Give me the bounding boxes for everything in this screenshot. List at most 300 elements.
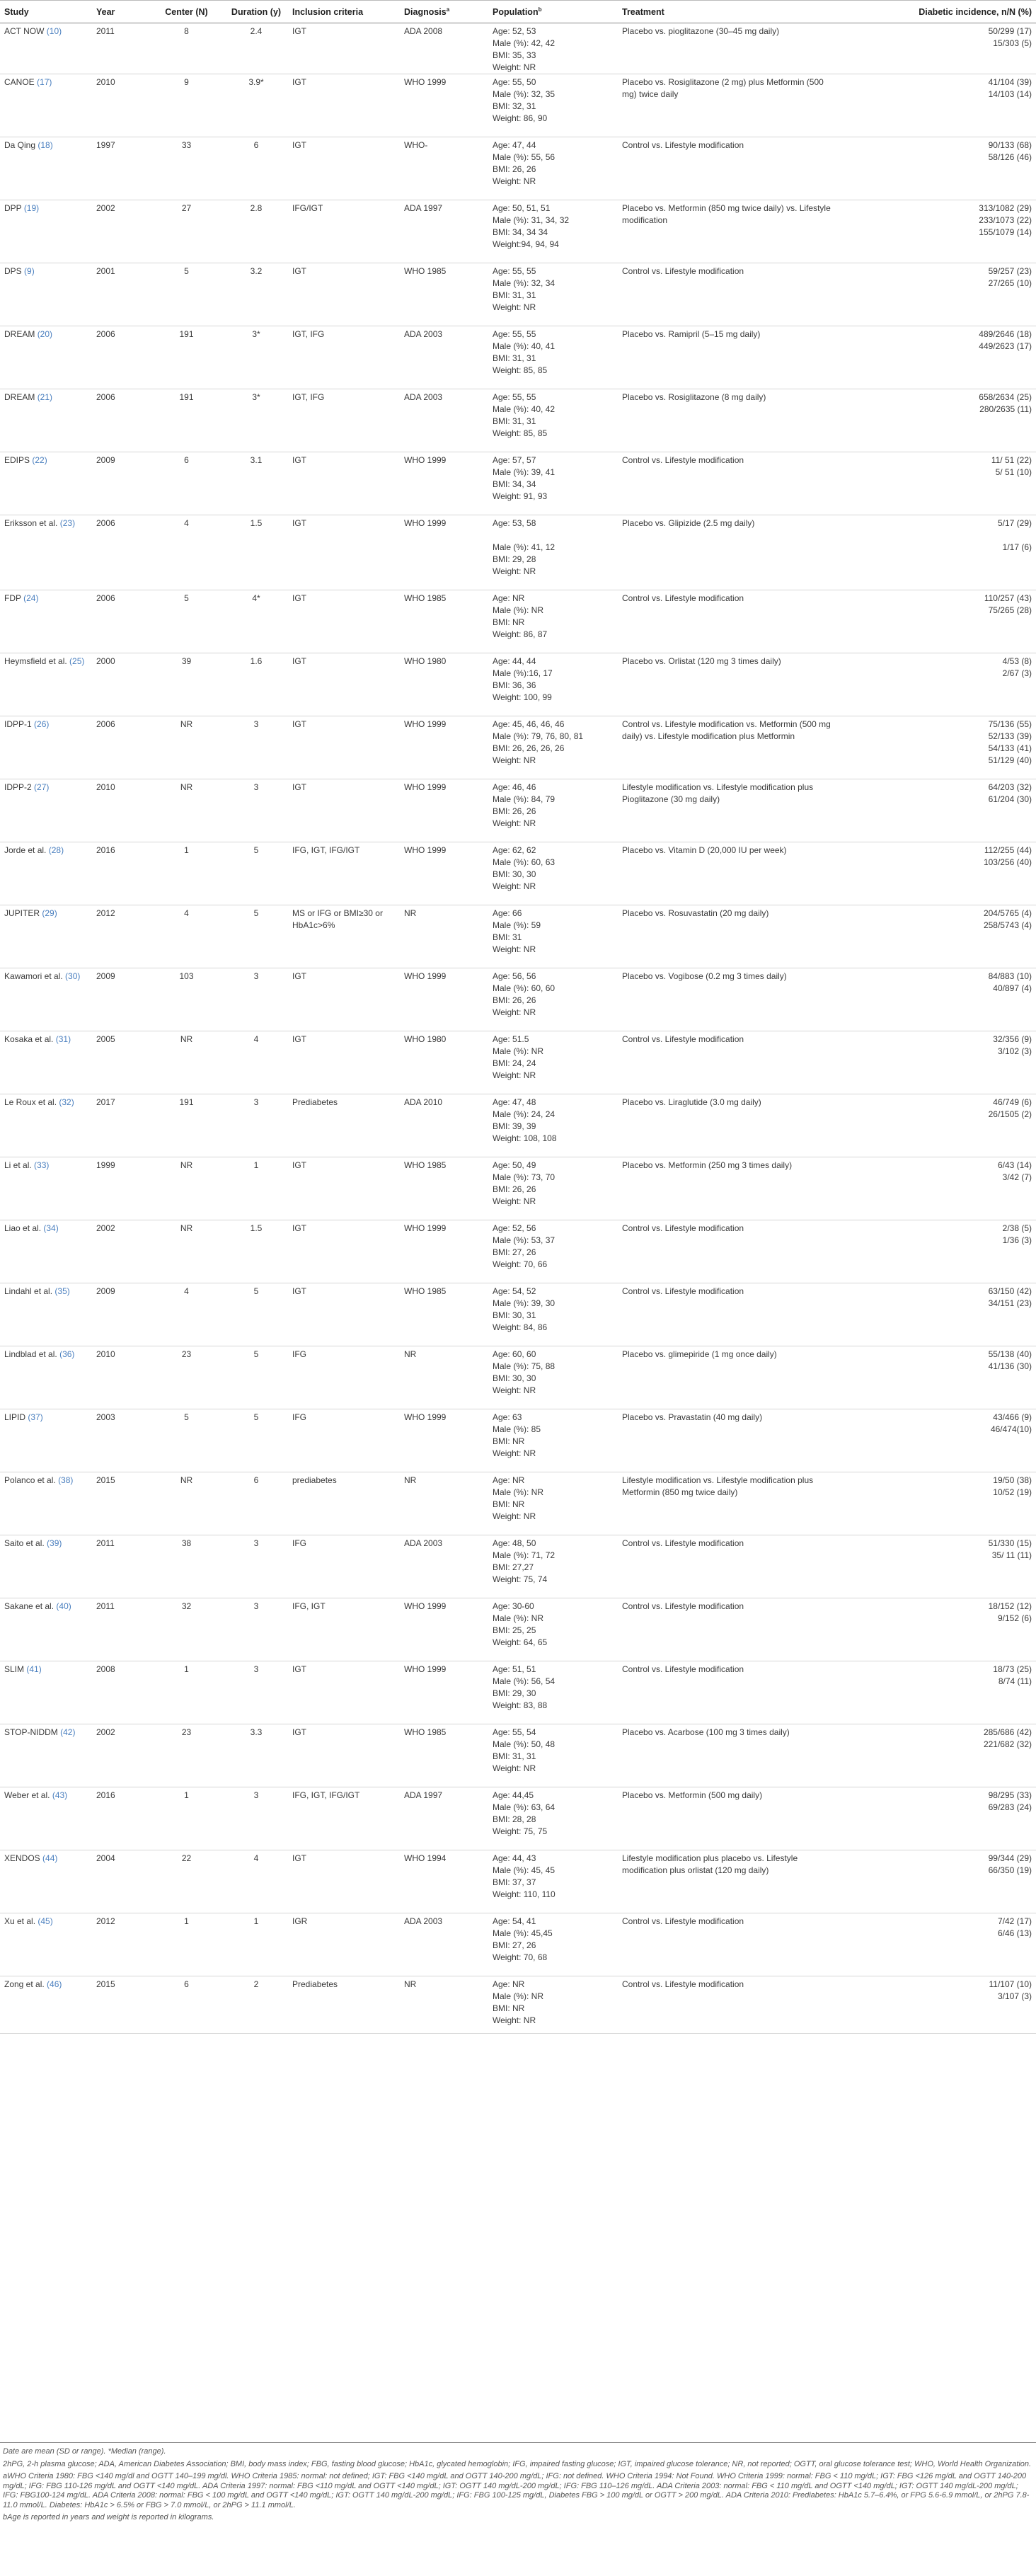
study-name: Saito et al. (4, 1538, 45, 1548)
study-name: SLIM (4, 1664, 25, 1674)
table-row (0, 200, 1036, 263)
year-value: 2011 (96, 1538, 115, 1548)
inclusion-value: prediabetes (292, 1475, 337, 1485)
year-value: 2016 (96, 845, 115, 855)
inclusion-value: Prediabetes (292, 1979, 338, 1989)
cell-treatment (618, 1031, 839, 1094)
center-value: 6 (184, 455, 189, 465)
diagnosis-value: ADA 2003 (404, 392, 443, 402)
diagnosis-value: ADA 2003 (404, 1538, 443, 1548)
population-line: Age: 47, 48 (493, 1097, 536, 1107)
cell-inclusion (288, 1724, 400, 1787)
cell-inclusion (288, 1535, 400, 1598)
study-reference-link[interactable]: (29) (42, 908, 57, 918)
cell-incidence (839, 389, 1036, 452)
cell-center (149, 968, 224, 1031)
incidence-line: 2/38 (5) (1002, 1223, 1032, 1233)
population-line: Age: 45, 46, 46, 46 (493, 719, 565, 729)
duration-value: 4* (252, 593, 260, 603)
duration-value: 6 (253, 1475, 259, 1485)
incidence-line: 84/883 (10) (988, 971, 1032, 981)
cell-inclusion (288, 779, 400, 842)
incidence-line: 98/295 (33) (988, 1790, 1032, 1800)
col-center: Center (N) (149, 1, 224, 23)
treatment-value: Placebo vs. Metformin (850 mg twice daily) vs. Lifestyle modification (622, 203, 831, 225)
cell-diagnosis (400, 389, 488, 452)
population-line: Age: 55, 55 (493, 329, 536, 339)
study-reference-link[interactable]: (9) (24, 266, 35, 276)
incidence-line: 14/103 (14) (988, 89, 1032, 99)
study-name: DPS (4, 266, 22, 276)
cell-center (149, 452, 224, 515)
incidence-line: 18/152 (12) (988, 1601, 1032, 1611)
population-line: Male (%): NR (493, 1991, 544, 2001)
incidence-line: 46/474(10) (990, 1424, 1032, 1434)
treatment-value: Placebo vs. Liraglutide (3.0 mg daily) (622, 1097, 761, 1107)
study-reference-link[interactable]: (22) (32, 455, 47, 465)
study-reference-link[interactable]: (34) (43, 1223, 59, 1233)
study-name: DREAM (4, 329, 35, 339)
study-reference-link[interactable]: (33) (34, 1160, 50, 1170)
population-line: Weight: NR (493, 176, 536, 186)
cell-inclusion (288, 326, 400, 389)
diagnosis-value: WHO 1985 (404, 1727, 447, 1737)
population-line: BMI: 37, 37 (493, 1877, 536, 1887)
study-reference-link[interactable]: (18) (38, 140, 53, 150)
cell-study (0, 515, 92, 590)
cell-diagnosis (400, 200, 488, 263)
cell-center (149, 1472, 224, 1535)
center-value: NR (180, 782, 193, 792)
year-value: 2016 (96, 1790, 115, 1800)
inclusion-value: IGT (292, 1727, 306, 1737)
year-value: 2004 (96, 1853, 115, 1863)
population-line: Age: 53, 58 (493, 518, 536, 528)
cell-diagnosis (400, 1724, 488, 1787)
cell-treatment (618, 968, 839, 1031)
year-value: 1999 (96, 1160, 115, 1170)
duration-value: 1.6 (250, 656, 263, 666)
cell-diagnosis (400, 74, 488, 137)
study-name: LIPID (4, 1412, 26, 1422)
cell-duration (224, 452, 288, 515)
incidence-line: 9/152 (6) (997, 1613, 1032, 1623)
population-line: Male (%): 40, 42 (493, 404, 556, 414)
population-line: Male (%): 71, 72 (493, 1550, 556, 1560)
population-line: Weight: 84, 86 (493, 1322, 548, 1332)
population-line: Weight: NR (493, 1511, 536, 1521)
cell-treatment (618, 653, 839, 716)
cell-year (92, 1787, 149, 1850)
study-reference-link[interactable]: (36) (59, 1349, 75, 1359)
study-name: FDP (4, 593, 21, 603)
study-reference-link[interactable]: (30) (65, 971, 81, 981)
center-value: NR (180, 1160, 193, 1170)
study-reference-link[interactable]: (41) (26, 1664, 42, 1674)
col-year: Year (92, 1, 149, 23)
cell-study (0, 1346, 92, 1409)
cell-duration (224, 1031, 288, 1094)
center-value: 23 (181, 1349, 192, 1359)
cell-year (92, 1157, 149, 1220)
population-line: Weight: 86, 87 (493, 629, 548, 639)
center-value: NR (180, 719, 193, 729)
study-reference-link[interactable]: (19) (23, 203, 40, 213)
study-reference-link[interactable]: (25) (69, 656, 85, 666)
cell-treatment (618, 1913, 839, 1976)
population-line: Weight: 100, 99 (493, 692, 552, 702)
population-line: Weight: NR (493, 2015, 536, 2025)
cell-inclusion (288, 1409, 400, 1472)
cell-treatment (618, 1409, 839, 1472)
study-name: Sakane et al. (4, 1601, 54, 1611)
cell-inclusion (288, 74, 400, 137)
cell-inclusion (288, 1472, 400, 1535)
population-line: Male (%): 56, 54 (493, 1676, 556, 1686)
cell-diagnosis (400, 1409, 488, 1472)
population-line: BMI: 31, 31 (493, 353, 536, 363)
population-line: Male (%): NR (493, 1613, 544, 1623)
study-reference-link[interactable]: (24) (23, 593, 39, 603)
population-line: Age: 51, 51 (493, 1664, 536, 1674)
treatment-value: Lifestyle modification vs. Lifestyle modification plus Pioglitazone (30 mg daily) (622, 782, 814, 804)
study-reference-link[interactable]: (23) (59, 518, 76, 528)
study-reference-link[interactable]: (40) (56, 1601, 71, 1611)
population-line: Weight: 64, 65 (493, 1637, 548, 1647)
cell-diagnosis (400, 1472, 488, 1535)
cell-year (92, 1661, 149, 1724)
cell-duration (224, 1535, 288, 1598)
study-reference-link[interactable]: (44) (42, 1853, 58, 1863)
population-line: Weight: 91, 93 (493, 491, 548, 501)
footnote: 2hPG, 2-h plasma glucose; ADA, American Diabetes Association; BMI, body mass index; FBG, fasting blood glucose; HbA1c, glycated hemoglobin; IFG, impaired fasting glucose; IGT, impaired glucose tolerance; NR, not reported; OGTT, oral glucose tolerance test; WHO, World Health Organization. (3, 2459, 1032, 2468)
inclusion-value: IGT (292, 656, 306, 666)
population-line: Male (%): 85 (493, 1424, 541, 1434)
table-row (0, 389, 1036, 452)
cell-center (149, 1913, 224, 1976)
treatment-value: Control vs. Lifestyle modification vs. Metformin (500 mg daily) vs. Lifestyle modification plus Metformin (622, 719, 831, 741)
inclusion-value: IGT (292, 140, 306, 150)
cell-center (149, 1346, 224, 1409)
year-value: 2017 (96, 1097, 115, 1107)
cell-study (0, 1283, 92, 1346)
cell-inclusion (288, 1913, 400, 1976)
cell-treatment (618, 1850, 839, 1913)
col-duration: Duration (y) (224, 1, 288, 23)
population-line: Weight: NR (493, 302, 536, 312)
study-name: Heymsfield et al. (4, 656, 67, 666)
duration-value: 1.5 (250, 518, 263, 528)
population-line: BMI: NR (493, 1436, 525, 1446)
col-diagnosis: Diagnosis$^a$ (400, 1, 488, 23)
cell-center (149, 200, 224, 263)
study-reference-link[interactable]: (21) (37, 392, 53, 402)
table-row (0, 1661, 1036, 1724)
cell-center (149, 779, 224, 842)
table-row (0, 263, 1036, 326)
cell-year (92, 263, 149, 326)
cell-incidence (839, 1220, 1036, 1283)
incidence-line: 66/350 (19) (988, 1865, 1032, 1875)
duration-value: 4 (253, 1853, 259, 1863)
cell-year (92, 326, 149, 389)
cell-diagnosis (400, 653, 488, 716)
col-population: Population$^b$ (488, 1, 618, 23)
duration-value: 2.8 (250, 203, 263, 213)
cell-duration (224, 842, 288, 905)
cell-inclusion (288, 452, 400, 515)
study-name: ACT NOW (4, 26, 45, 36)
population-line: BMI: 39, 39 (493, 1121, 536, 1131)
population-line: Weight: NR (493, 1385, 536, 1395)
inclusion-value: IFG (292, 1349, 306, 1359)
study-reference-link[interactable]: (37) (28, 1412, 43, 1422)
cell-inclusion (288, 515, 400, 590)
cell-center (149, 1094, 224, 1157)
year-value: 2010 (96, 1349, 115, 1359)
population-line: BMI: 32, 31 (493, 101, 536, 111)
center-value: NR (180, 1475, 193, 1485)
population-line: Weight: NR (493, 1448, 536, 1458)
incidence-line (844, 529, 1032, 542)
year-value: 2012 (96, 1916, 115, 1926)
population-line: BMI: 27, 26 (493, 1940, 536, 1950)
population-line: BMI: 31 (493, 932, 522, 942)
inclusion-value: IGT (292, 1034, 306, 1044)
cell-duration (224, 968, 288, 1031)
cell-year (92, 1472, 149, 1535)
incidence-line: 58/126 (46) (988, 152, 1032, 162)
population-line: BMI: 24, 24 (493, 1058, 536, 1068)
cell-diagnosis (400, 1535, 488, 1598)
center-value: 191 (179, 1097, 194, 1107)
cell-center (149, 1850, 224, 1913)
cell-population (488, 968, 618, 1031)
cell-duration (224, 23, 288, 74)
cell-population (488, 200, 618, 263)
diagnosis-value: NR (404, 1475, 417, 1485)
population-line: Male (%): 31, 34, 32 (493, 215, 570, 225)
population-line: Male (%): 79, 76, 80, 81 (493, 731, 584, 741)
table-row (0, 653, 1036, 716)
diagnosis-value: ADA 2003 (404, 329, 443, 339)
incidence-line: 4/53 (8) (1002, 656, 1032, 666)
population-line: Age: 48, 50 (493, 1538, 536, 1548)
cell-center (149, 74, 224, 137)
col-inclusion: Inclusion criteria (288, 1, 400, 23)
incidence-line: 41/136 (30) (988, 1361, 1032, 1371)
cell-center (149, 515, 224, 590)
population-line: BMI: 26, 26 (493, 164, 536, 174)
population-line: Male (%): 32, 35 (493, 89, 556, 99)
cell-population (488, 1724, 618, 1787)
table-row (0, 1346, 1036, 1409)
cell-year (92, 137, 149, 200)
study-reference-link[interactable]: (32) (59, 1097, 74, 1107)
cell-duration (224, 1283, 288, 1346)
cell-year (92, 1724, 149, 1787)
center-value: 4 (184, 1286, 189, 1296)
cell-center (149, 1787, 224, 1850)
cell-duration (224, 590, 288, 653)
cell-population (488, 1094, 618, 1157)
study-name: EDIPS (4, 455, 30, 465)
cell-population (488, 23, 618, 74)
cell-duration (224, 515, 288, 590)
cell-study (0, 452, 92, 515)
study-reference-link[interactable]: (39) (47, 1538, 62, 1548)
inclusion-value: IGT (292, 1664, 306, 1674)
study-reference-link[interactable]: (42) (60, 1727, 76, 1737)
inclusion-value: IGT, IFG (292, 392, 325, 402)
cell-duration (224, 1850, 288, 1913)
year-value: 2005 (96, 1034, 115, 1044)
cell-treatment (618, 1724, 839, 1787)
inclusion-value: IFG/IGT (292, 203, 323, 213)
cell-diagnosis (400, 716, 488, 779)
study-reference-link[interactable]: (43) (52, 1790, 68, 1800)
diagnosis-value: WHO 1999 (404, 845, 447, 855)
cell-inclusion (288, 1283, 400, 1346)
table-row (0, 1031, 1036, 1094)
population-line: Male (%): 84, 79 (493, 794, 556, 804)
population-line: Male (%): 24, 24 (493, 1109, 556, 1119)
cell-inclusion (288, 1598, 400, 1661)
cell-duration (224, 779, 288, 842)
cell-population (488, 452, 618, 515)
cell-treatment (618, 1157, 839, 1220)
cell-population (488, 515, 618, 590)
cell-inclusion (288, 1850, 400, 1913)
table-row (0, 968, 1036, 1031)
population-line: Weight: NR (493, 755, 536, 765)
center-value: NR (180, 1223, 193, 1233)
study-reference-link[interactable]: (26) (34, 719, 50, 729)
study-reference-link[interactable]: (28) (48, 845, 64, 855)
study-reference-link[interactable]: (35) (54, 1286, 70, 1296)
population-line: Age: 60, 60 (493, 1349, 536, 1359)
cell-population (488, 1913, 618, 1976)
cell-diagnosis (400, 1976, 488, 2034)
duration-value: 1 (253, 1916, 259, 1926)
study-reference-link[interactable]: (31) (55, 1034, 71, 1044)
cell-diagnosis (400, 1598, 488, 1661)
diagnosis-value: WHO- (404, 140, 428, 150)
study-name: Liao et al. (4, 1223, 42, 1233)
population-line: Male (%): 63, 64 (493, 1802, 556, 1812)
cell-population (488, 716, 618, 779)
cell-center (149, 842, 224, 905)
duration-value: 3.9* (248, 77, 264, 87)
incidence-line: 52/133 (39) (988, 731, 1032, 741)
population-line: Male (%): 55, 56 (493, 152, 556, 162)
study-name: Lindblad et al. (4, 1349, 57, 1359)
cell-diagnosis (400, 1094, 488, 1157)
study-reference-link[interactable]: (46) (47, 1979, 62, 1989)
population-line: Male (%): 73, 70 (493, 1172, 556, 1182)
cell-duration (224, 1598, 288, 1661)
cell-diagnosis (400, 326, 488, 389)
cell-population (488, 1535, 618, 1598)
cell-treatment (618, 590, 839, 653)
cell-study (0, 1535, 92, 1598)
cell-population (488, 1472, 618, 1535)
inclusion-value: IFG (292, 1538, 306, 1548)
population-line: Weight: 83, 88 (493, 1700, 548, 1710)
year-value: 2001 (96, 266, 115, 276)
cell-incidence (839, 1472, 1036, 1535)
population-line: BMI: 27,27 (493, 1562, 534, 1572)
study-name: JUPITER (4, 908, 40, 918)
incidence-line: 32/356 (9) (993, 1034, 1032, 1044)
treatment-value: Control vs. Lifestyle modification (622, 1538, 744, 1548)
cell-population (488, 137, 618, 200)
study-reference-link[interactable]: (38) (58, 1475, 74, 1485)
population-line: Age: 47, 44 (493, 140, 536, 150)
col-study: Study (0, 1, 92, 23)
cell-center (149, 137, 224, 200)
cell-incidence (839, 905, 1036, 968)
cell-duration (224, 1409, 288, 1472)
population-line: Weight: NR (493, 944, 536, 954)
cell-duration (224, 716, 288, 779)
duration-value: 5 (253, 908, 259, 918)
incidence-line: 103/256 (40) (983, 857, 1032, 867)
inclusion-value: IFG, IGT, IFG/IGT (292, 1790, 360, 1800)
inclusion-value: IFG (292, 1412, 306, 1422)
treatment-value: Control vs. Lifestyle modification (622, 455, 744, 465)
study-reference-link[interactable]: (10) (46, 26, 62, 36)
cell-year (92, 1346, 149, 1409)
cell-treatment (618, 1283, 839, 1346)
cell-population (488, 1220, 618, 1283)
incidence-line: 90/133 (68) (988, 140, 1032, 150)
study-name: DREAM (4, 392, 35, 402)
study-reference-link[interactable]: (27) (34, 782, 50, 792)
year-value: 1997 (96, 140, 115, 150)
cell-incidence (839, 200, 1036, 263)
incidence-line: 280/2635 (11) (979, 404, 1032, 414)
population-line: Age: 46, 46 (493, 782, 536, 792)
cell-treatment (618, 1787, 839, 1850)
cell-year (92, 1913, 149, 1976)
study-reference-link[interactable]: (17) (37, 77, 52, 87)
cell-study (0, 326, 92, 389)
center-value: 32 (181, 1601, 192, 1611)
inclusion-value: IGR (292, 1916, 308, 1926)
incidence-line: 5/17 (29) (997, 518, 1032, 528)
incidence-line: 3/107 (3) (997, 1991, 1032, 2001)
treatment-value: Placebo vs. Vitamin D (20,000 IU per week) (622, 845, 787, 855)
study-reference-link[interactable]: (20) (37, 329, 53, 339)
study-reference-link[interactable]: (45) (38, 1916, 53, 1926)
population-line: BMI: 31, 31 (493, 290, 536, 300)
population-line (493, 529, 614, 542)
duration-value: 3.2 (250, 266, 263, 276)
year-value: 2006 (96, 329, 115, 339)
population-line: Age: 52, 56 (493, 1223, 536, 1233)
cell-inclusion (288, 1661, 400, 1724)
cell-duration (224, 1346, 288, 1409)
table-row (0, 779, 1036, 842)
cell-inclusion (288, 1787, 400, 1850)
cell-diagnosis (400, 779, 488, 842)
cell-year (92, 1598, 149, 1661)
treatment-value: Placebo vs. Ramipril (5–15 mg daily) (622, 329, 761, 339)
cell-study (0, 389, 92, 452)
incidence-line: 55/138 (40) (988, 1349, 1032, 1359)
cell-incidence (839, 968, 1036, 1031)
